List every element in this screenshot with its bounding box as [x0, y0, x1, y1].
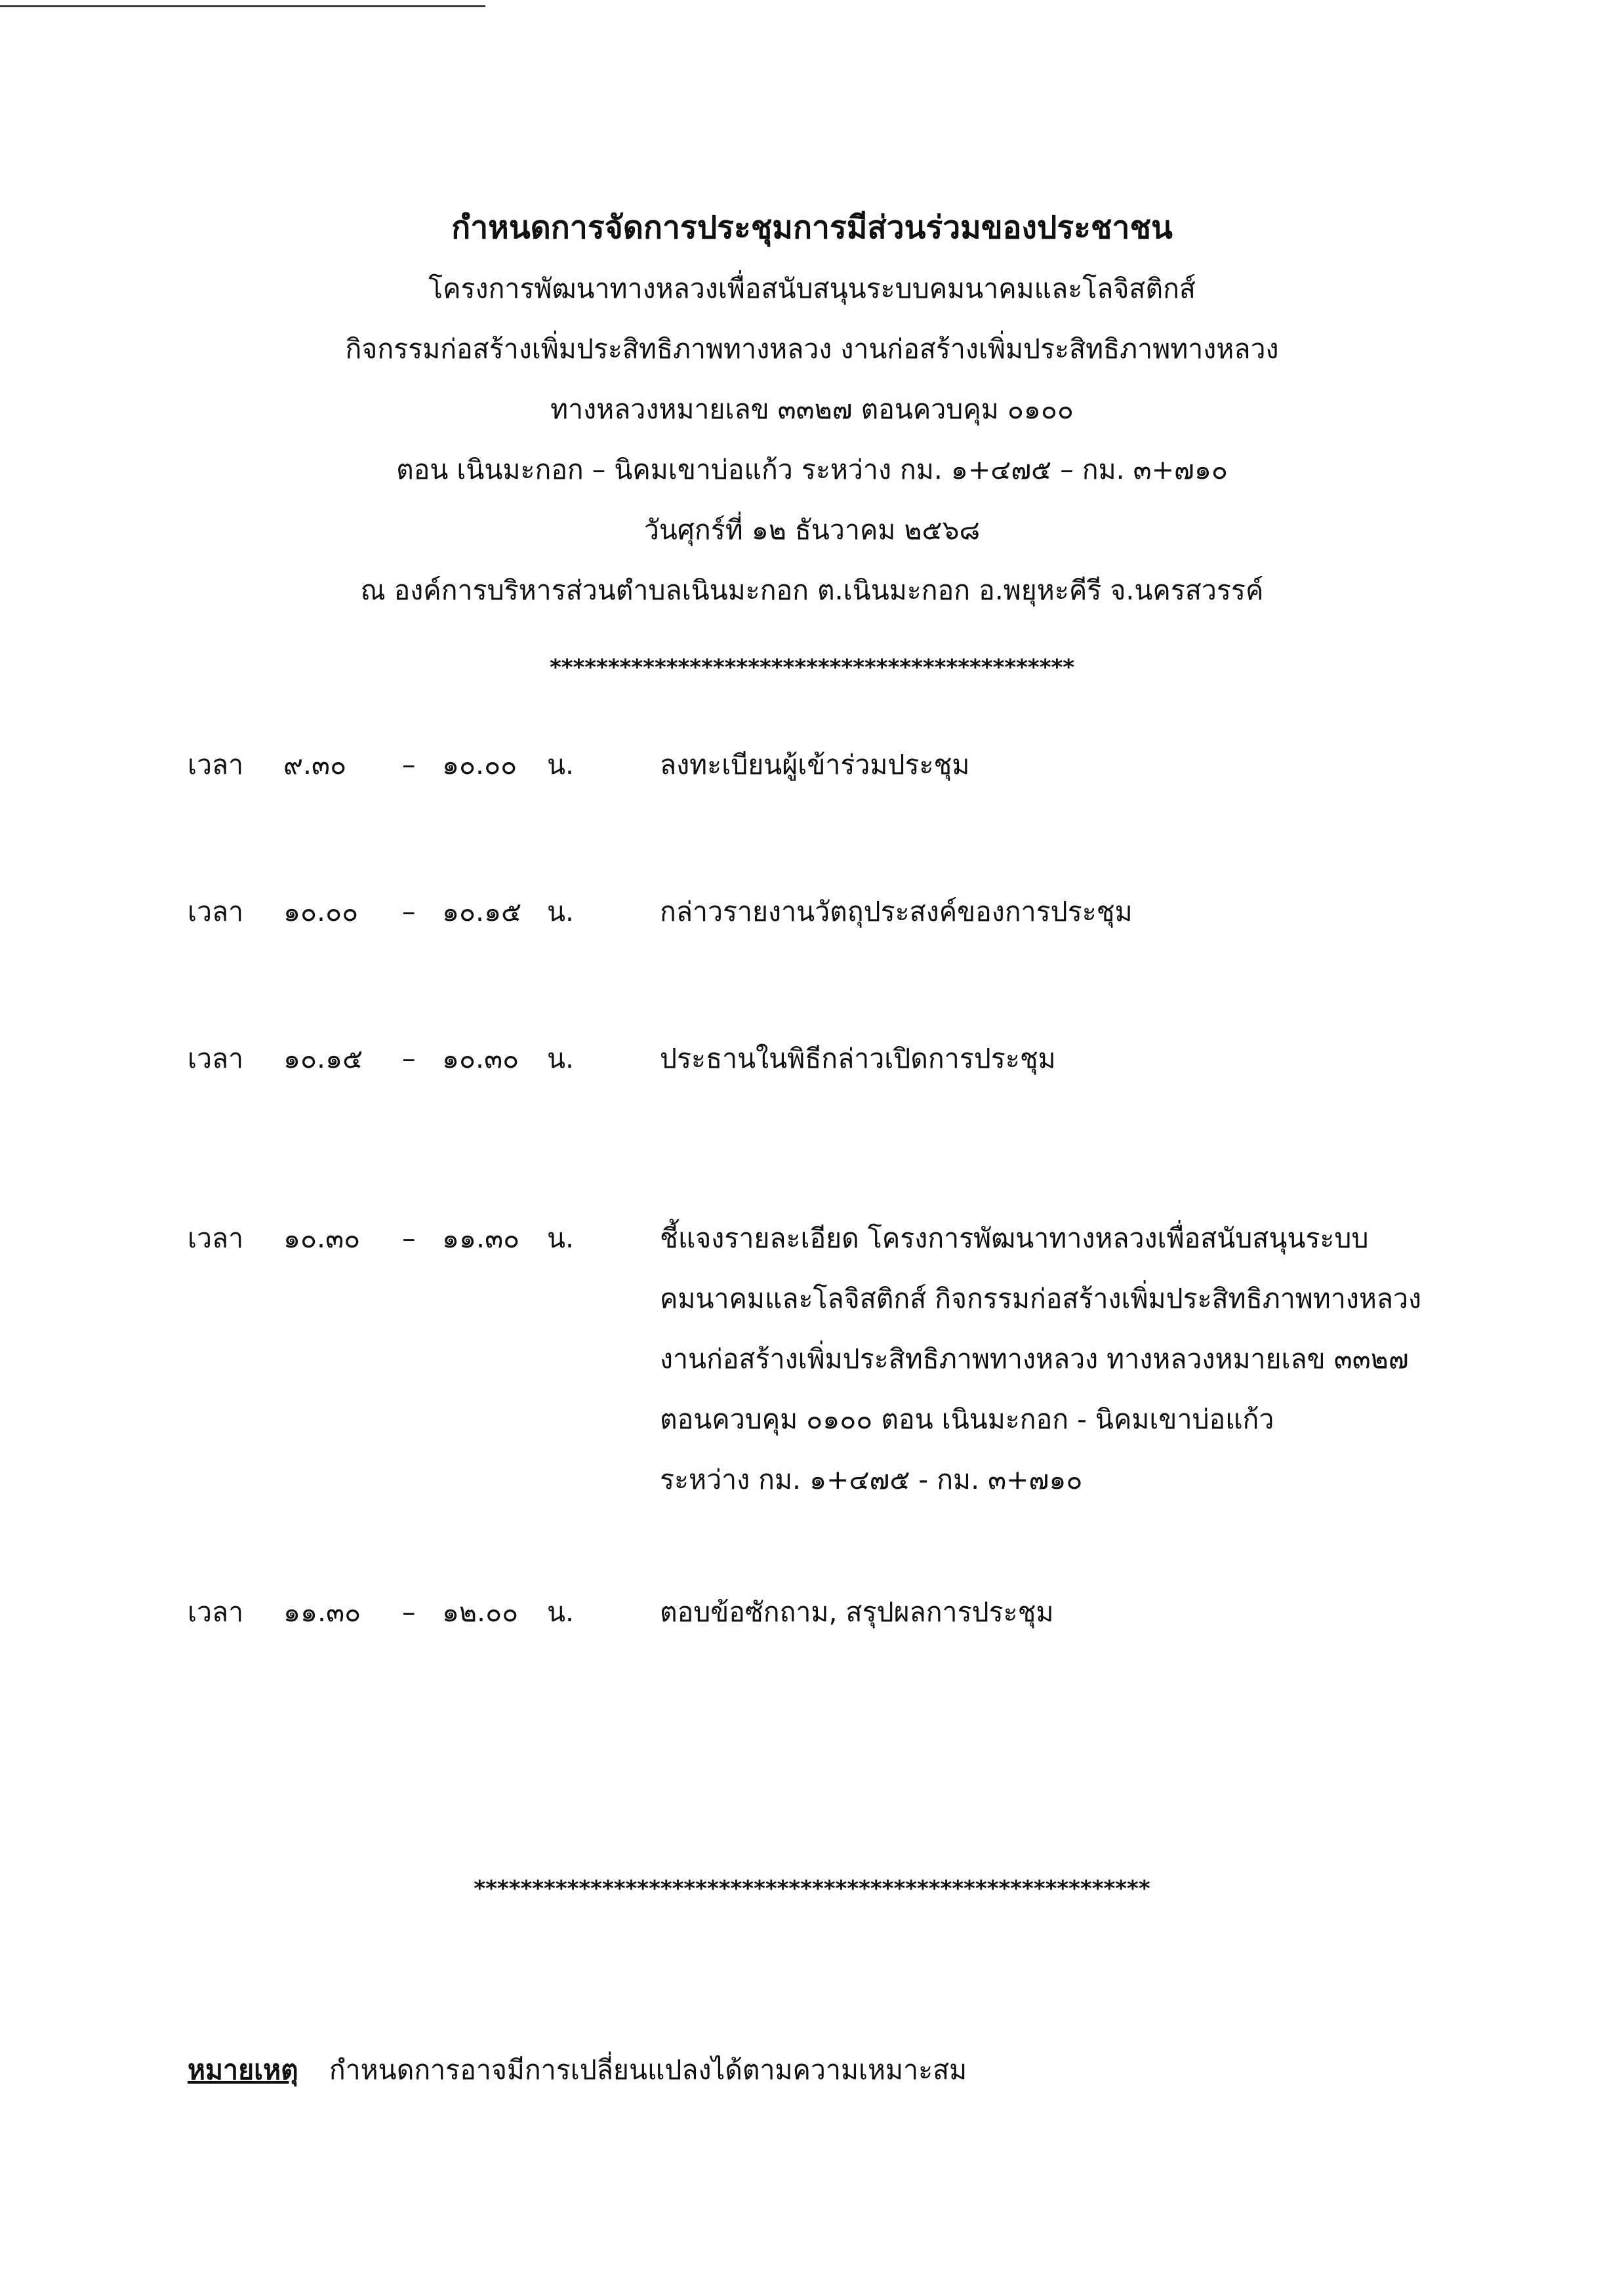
start-time: ๑๑.๓๐	[283, 1596, 361, 1628]
end-time: ๑๐.๐๐	[442, 749, 518, 780]
separator-top: *********************************************	[549, 655, 1075, 681]
meeting-venue: ณ องค์การบริหารส่วนตำบลเนินมะกอก ต.เนินมะกอก อ.พยุหะคีรี จ.นครสวรรค์	[360, 575, 1264, 606]
meeting-date: วันศุกร์ที่ ๑๒ ธันวาคม ๒๕๖๘	[643, 514, 981, 546]
time-dash: –	[402, 1043, 416, 1074]
time-label: เวลา	[188, 1596, 244, 1628]
remark-text: กำหนดการอาจมีการเปลี่ยนแปลงได้ตามความเหมาะสม	[329, 2054, 967, 2086]
agenda-line: ชี้แจงรายละเอียด โครงการพัฒนาทางหลวงเพื่อสนับสนุนระบบ	[660, 1223, 1369, 1254]
document-title: กำหนดการจัดการประชุมการมีส่วนร่วมของประชาชน	[451, 209, 1173, 246]
agenda-line: ระหว่าง กม. ๑+๔๗๕ - กม. ๓+๗๑๐	[660, 1464, 1083, 1495]
time-dash: –	[402, 1596, 416, 1628]
time-label: เวลา	[188, 1223, 244, 1254]
time-dash: –	[402, 1223, 416, 1254]
document-header	[0, 197, 1624, 620]
time-label: เวลา	[188, 749, 244, 780]
highway-number: ทางหลวงหมายเลข ๓๓๒๗ ตอนควบคุม ๐๑๐๐	[550, 394, 1074, 425]
separator-bottom: **********************************************************	[474, 1876, 1150, 1902]
agenda-description	[660, 1039, 1512, 1089]
agenda-line: งานก่อสร้างเพิ่มประสิทธิภาพทางหลวง ทางหลวงหมายเลข ๓๓๒๗	[660, 1343, 1409, 1375]
remark-label: หมายเหตุ	[188, 2054, 298, 2086]
end-time: ๑๐.๑๕	[442, 896, 522, 927]
time-unit: น.	[547, 896, 575, 927]
start-time: ๑๐.๑๕	[283, 1043, 363, 1074]
end-time: ๑๒.๐๐	[442, 1596, 519, 1628]
agenda-description	[660, 745, 1512, 795]
start-time: ๑๐.๐๐	[283, 896, 359, 927]
time-unit: น.	[547, 749, 575, 780]
time-unit: น.	[547, 1223, 575, 1254]
end-time: ๑๐.๓๐	[442, 1043, 519, 1074]
agenda-line: ลงทะเบียนผู้เข้าร่วมประชุม	[660, 749, 970, 780]
agenda-line: ตอบข้อซักถาม, สรุปผลการประชุม	[660, 1596, 1054, 1628]
end-time: ๑๑.๓๐	[442, 1223, 520, 1254]
agenda-line: ตอนควบคุม ๐๑๐๐ ตอน เนินมะกอก - นิคมเขาบ่อแก้ว	[660, 1404, 1274, 1435]
time-unit: น.	[547, 1596, 575, 1628]
road-section: ตอน เนินมะกอก – นิคมเขาบ่อแก้ว ระหว่าง กม. ๑+๔๗๕ – กม. ๓+๗๑๐	[396, 454, 1228, 485]
activity-name: กิจกรรมก่อสร้างเพิ่มประสิทธิภาพทางหลวง งานก่อสร้างเพิ่มประสิทธิภาพทางหลวง	[345, 333, 1279, 365]
agenda-description	[660, 1592, 1512, 1642]
scan-edge-line	[0, 5, 485, 7]
time-label: เวลา	[188, 1043, 244, 1074]
start-time: ๑๐.๓๐	[283, 1223, 361, 1254]
agenda-description	[660, 892, 1512, 942]
time-label: เวลา	[188, 896, 244, 927]
agenda-description	[660, 1219, 1512, 1510]
time-dash: –	[402, 749, 416, 780]
agenda-line: กล่าวรายงานวัตถุประสงค์ของการประชุม	[660, 896, 1133, 927]
remark	[188, 2050, 967, 2090]
start-time: ๙.๓๐	[283, 749, 347, 780]
time-dash: –	[402, 896, 416, 927]
agenda-line: คมนาคมและโลจิสติกส์ กิจกรรมก่อสร้างเพิ่มประสิทธิภาพทางหลวง	[660, 1283, 1422, 1314]
time-unit: น.	[547, 1043, 575, 1074]
agenda-line: ประธานในพิธีกล่าวเปิดการประชุม	[660, 1043, 1056, 1074]
project-name: โครงการพัฒนาทางหลวงเพื่อสนับสนุนระบบคมนาคมและโลจิสติกส์	[428, 273, 1196, 304]
